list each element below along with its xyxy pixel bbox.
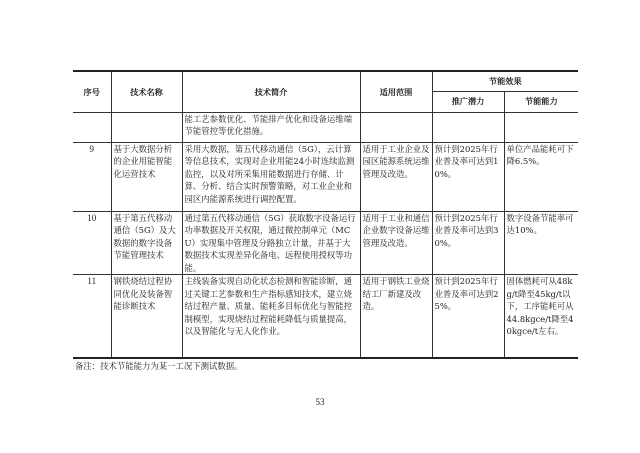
row-scope: 适用于工业企业及园区能源系统运维管理及改造。 xyxy=(360,142,432,211)
row-name: 钢铁烧结过程协同优化及装备智能诊断技术 xyxy=(111,275,182,358)
row-intro: 采用大数据，第五代移动通信（5G），云计算等信息技术，实现对企业用能24小时连续监测监控，以及对所采集用能数据进行存储、计算、分析、结合实时预警策略，对工业企业和园区内能源系统进行调控配置。 xyxy=(182,142,360,211)
row-name: 基于大数据分析的企业用能智能化运营技术 xyxy=(111,142,182,211)
row-name: 基于第五代移动通信（5G）及大数据的数字设备节能管理技术 xyxy=(111,211,182,275)
header-index: 序号 xyxy=(73,71,111,112)
table-row xyxy=(73,275,578,358)
header-capacity: 节能能力 xyxy=(504,91,578,112)
table-row xyxy=(73,112,578,142)
row-potential: 预计到2025年行业普及率可达到10%。 xyxy=(432,142,504,211)
row-index: 11 xyxy=(73,275,111,358)
row-index: 10 xyxy=(73,211,111,275)
header-intro: 技术简介 xyxy=(182,71,360,112)
header-name: 技术名称 xyxy=(111,71,182,112)
row-capacity: 固体燃耗可从48kg/t降至45kg/t以下，工序能耗可从44.8kgce/t降至40kgce/t左右。 xyxy=(504,275,578,358)
row-scope: 适用于工业和通信企业数字设备运维管理及改造。 xyxy=(360,211,432,275)
row-intro: 能工艺参数优化、节能排产优化和设备运维端节能管控等优化措施。 xyxy=(182,112,360,142)
footnote: 备注：技术节能能力为某一工况下测试数据。 xyxy=(75,361,243,371)
row-name xyxy=(111,112,182,142)
row-capacity: 单位产品能耗可下降6.5%。 xyxy=(504,142,578,211)
row-potential xyxy=(432,112,504,142)
row-intro: 通过第五代移动通信（5G）获取数字设备运行功率数据及开关权限，通过微控制单元（MCU）实现集中管理及分路独立计量，并基于大数据技术实现差异化备电、远程使用授权等功能。 xyxy=(182,211,360,275)
row-capacity xyxy=(504,112,578,142)
row-intro: 主线装备实现自动化状态检测和智能诊断，通过关键工艺参数和生产指标感知技术，建立烧结过程产量、质量、能耗多目标优化与智能控制模型，实现烧结过程能耗降低与质量提高，以及智能化与无人化作业。 xyxy=(182,275,360,358)
header-scope: 适用范围 xyxy=(360,71,432,112)
table-row xyxy=(73,211,578,275)
technology-table xyxy=(73,70,578,359)
row-scope xyxy=(360,112,432,142)
row-potential: 预计到2025年行业普及率可达到30%。 xyxy=(432,211,504,275)
page-number: 53 xyxy=(315,397,325,407)
header-row-1 xyxy=(73,71,578,91)
row-scope: 适用于钢铁工业烧结工厂新建及改造。 xyxy=(360,275,432,358)
header-effect: 节能效果 xyxy=(432,71,578,91)
header-potential: 推广潜力 xyxy=(432,91,504,112)
row-potential: 预计到2025年行业普及率可达到25%。 xyxy=(432,275,504,358)
row-index: 9 xyxy=(73,142,111,211)
table-row xyxy=(73,142,578,211)
row-index xyxy=(73,112,111,142)
row-capacity: 数字设备节能率可达10%。 xyxy=(504,211,578,275)
